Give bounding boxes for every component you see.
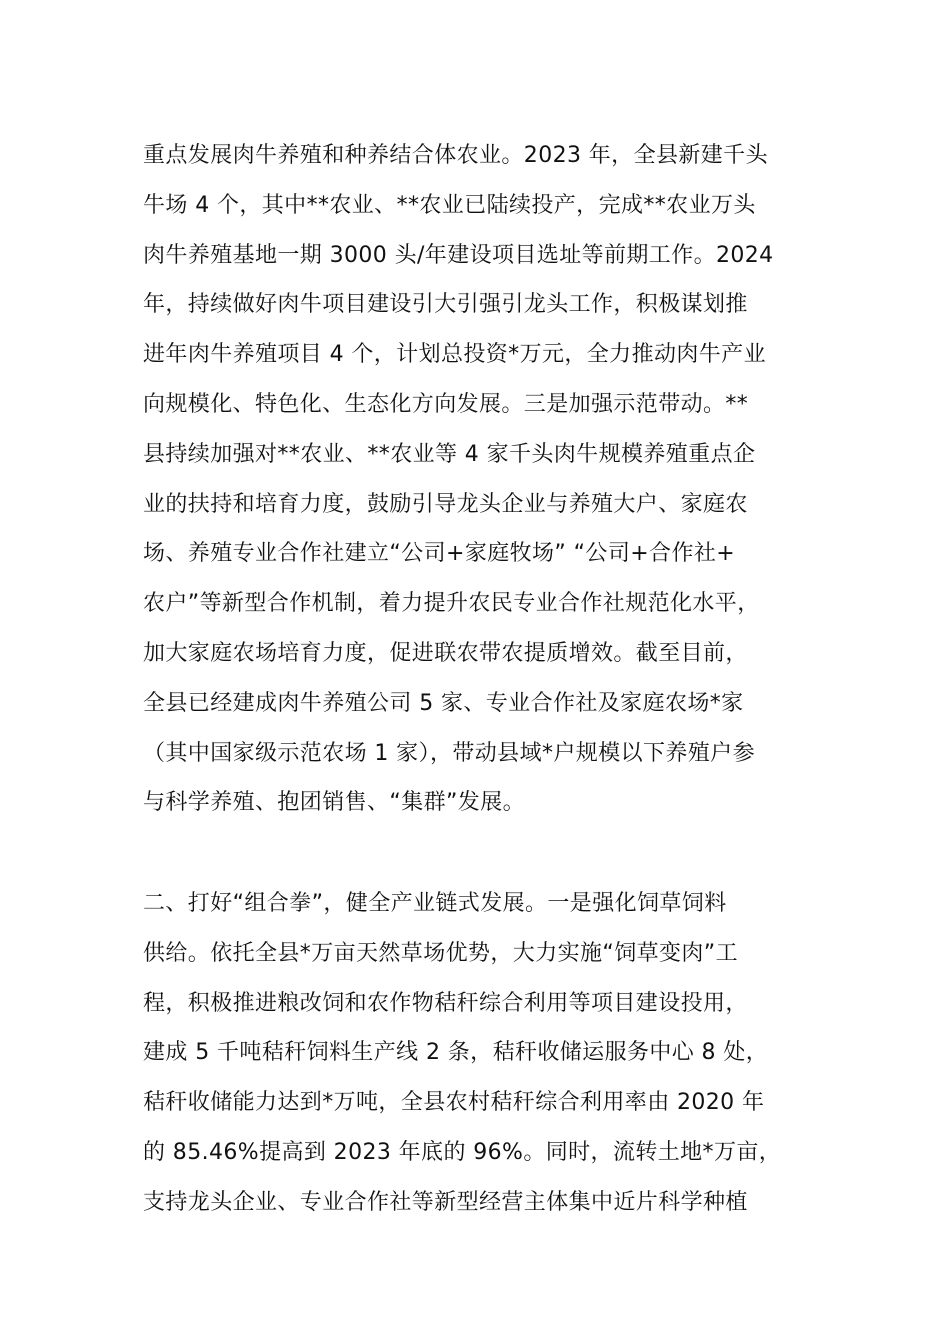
paragraph-industry-chain	[143, 879, 823, 1228]
text-line: （其中国家级示范农场 1 家），带动县域*户规模以下养殖户参	[143, 740, 755, 766]
text-line: 重点发展肉牛养殖和种养结合体农业。2023 年，全县新建千头	[143, 143, 768, 168]
text-line: 程，积极推进粮改饲和农作物秸秆综合利用等项目建设投用，	[143, 990, 748, 1016]
text-line: 业的扶持和培育力度，鼓励引导龙头企业与养殖大户、家庭农	[143, 491, 748, 517]
text-line: 的 85.46%提高到 2023 年底的 96%。同时，流转土地*万亩，	[143, 1139, 782, 1165]
text-line: 二、打好“组合拳”，健全产业链式发展。一是强化饲草饲料	[143, 891, 727, 916]
text-line: 肉牛养殖基地一期 3000 头/年建设项目选址等前期工作。2024	[143, 242, 774, 268]
text-line: 县持续加强对**农业、**农业等 4 家千头肉牛规模养殖重点企	[143, 441, 756, 467]
text-line: 场、养殖专业合作社建立“公司+家庭牧场” “公司+合作社+	[143, 541, 736, 567]
text-line: 与科学养殖、抱团销售、“集群”发展。	[143, 790, 525, 816]
paragraph-beef-cattle-development	[143, 131, 823, 828]
text-line: 加大家庭农场培育力度，促进联农带农提质增效。截至目前，	[143, 640, 748, 666]
text-line: 建成 5 千吨秸秆饲料生产线 2 条，秸秆收储运服务中心 8 处，	[143, 1040, 769, 1066]
text-line: 支持龙头企业、专业合作社等新型经营主体集中近片科学种植	[143, 1189, 748, 1215]
text-line: 年，持续做好肉牛项目建设引大引强引龙头工作，积极谋划推	[143, 292, 748, 318]
text-line: 进年肉牛养殖项目 4 个，计划总投资*万元，全力推动肉牛产业	[143, 342, 766, 368]
text-line: 农户”等新型合作机制，着力提升农民专业合作社规范化水平，	[143, 591, 760, 617]
text-line: 供给。依托全县*万亩天然草场优势，大力实施“饲草变肉”工	[143, 940, 738, 966]
text-line: 秸秆收储能力达到*万吨，全县农村秸秆综合利用率由 2020 年	[143, 1090, 765, 1116]
text-line: 牛场 4 个，其中**农业、**农业已陆续投产，完成**农业万头	[143, 192, 756, 218]
text-line: 全县已经建成肉牛养殖公司 5 家、专业合作社及家庭农场*家	[143, 690, 744, 716]
text-line: 向规模化、特色化、生态化方向发展。三是加强示范带动。**	[143, 391, 749, 417]
